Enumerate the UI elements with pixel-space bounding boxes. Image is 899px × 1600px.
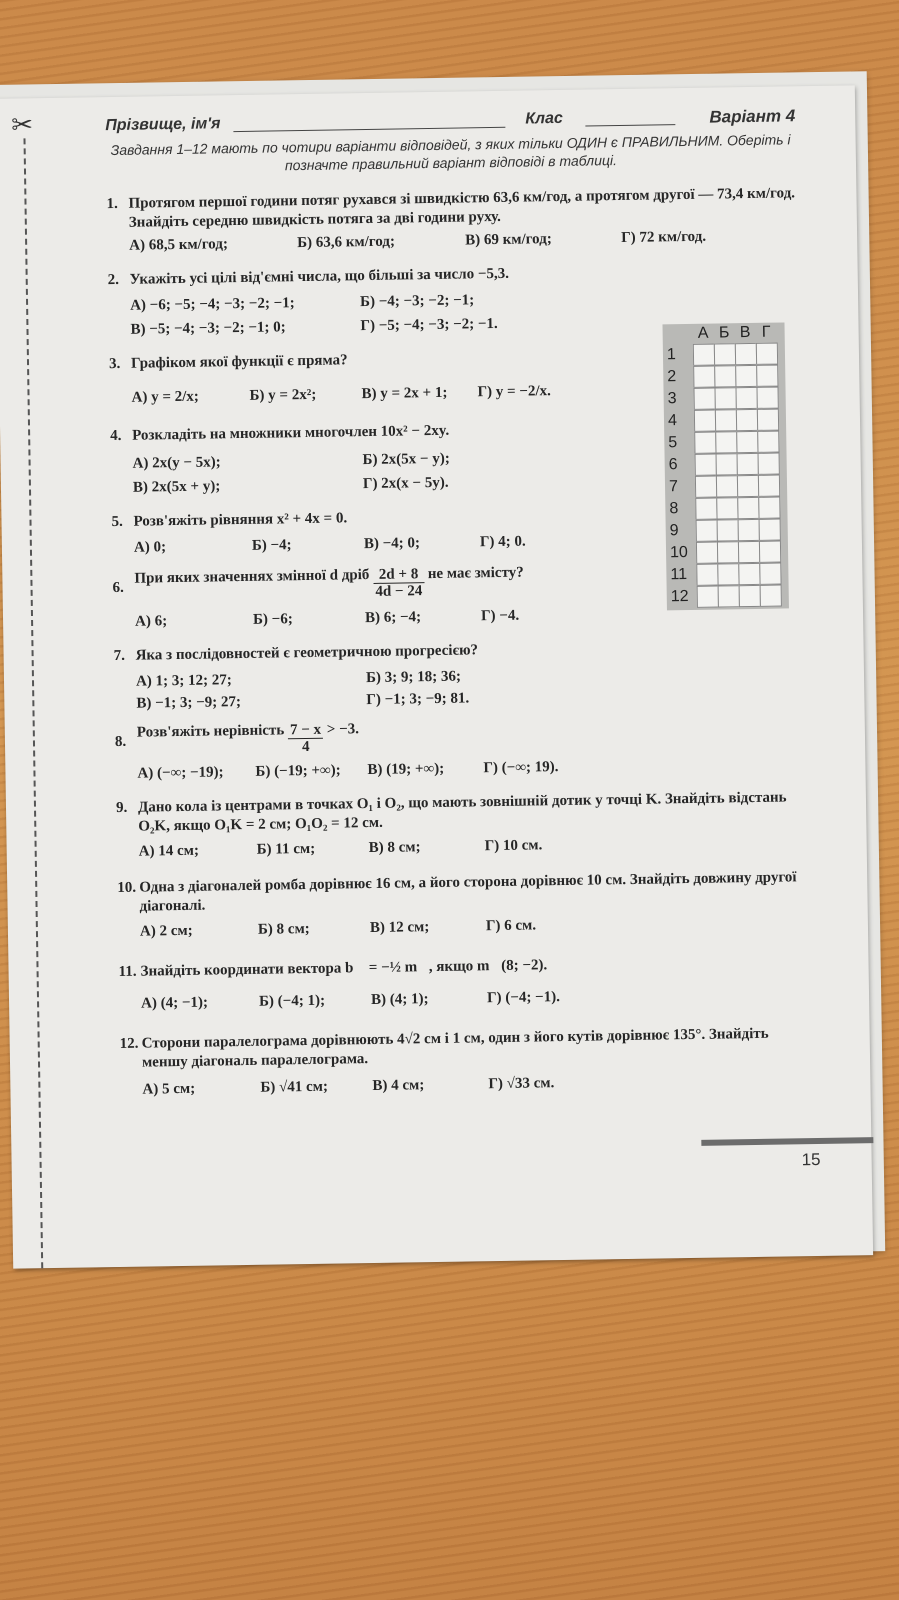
class-label: Клас <box>525 109 563 128</box>
answer-cell[interactable] <box>714 365 736 387</box>
question-2 <box>107 260 798 338</box>
row-number: 4 <box>667 412 678 430</box>
column-label: А <box>697 324 709 342</box>
question-text <box>137 714 805 757</box>
answer-cell[interactable] <box>693 344 715 366</box>
fraction <box>288 722 324 756</box>
option-a[interactable]: А) 1; 3; 12; 27; <box>135 672 232 690</box>
answer-grid-row <box>664 408 786 432</box>
option-g[interactable]: Г) √33 см. <box>488 1075 555 1093</box>
answer-cell[interactable] <box>714 343 736 365</box>
instructions: Завдання 1–12 мають по чотири варіанти відповідей, з яких тільки ОДИН є ПРАВИЛЬНИМ. Оберіть і позначте правильний варіант відповіді в таблиці. <box>110 131 791 174</box>
answer-cell[interactable] <box>696 520 718 542</box>
option-v[interactable]: В) (4; 1); <box>370 991 429 1009</box>
answer-grid-row <box>663 386 785 410</box>
answer-cell[interactable] <box>756 365 778 387</box>
answer-cell[interactable] <box>737 497 759 519</box>
option-v[interactable]: В) (19; +∞); <box>367 760 445 779</box>
variant-label: Варіант 4 <box>709 106 796 127</box>
question-number: 3. <box>108 355 121 373</box>
answer-cell[interactable] <box>695 454 717 476</box>
question-text: Знайдіть координати вектора b⃗ = −½ m⃗, якщо m⃗(8; −2). <box>140 957 548 980</box>
answer-grid-row <box>667 584 789 608</box>
question-text: Сторони паралелограма дорівнюють 4√2 см і 1 см, один з його кутів дорівнює 135°. Знайдіть меншу діагональ паралелограма. <box>141 1025 769 1071</box>
row-number: 6 <box>668 456 678 474</box>
option-v[interactable]: В) −4; 0; <box>363 535 421 553</box>
option-g[interactable]: Г) y = −2/x. <box>477 383 551 401</box>
page-number: 15 <box>801 1149 821 1170</box>
option-g[interactable]: Г) 4; 0. <box>479 533 526 551</box>
answer-cell[interactable] <box>737 475 759 497</box>
option-a[interactable]: А) y = 2/x; <box>131 388 199 406</box>
fraction-numerator: 2d + 8 <box>373 566 424 584</box>
answer-grid-row <box>665 452 787 476</box>
question-number: 10. <box>117 879 137 896</box>
question-text: Одна з діагоналей ромба дорівнює 16 см, а його сторона дорівнює 10 см. Знайдіть довжину другої діагоналі. <box>139 869 797 915</box>
option-a[interactable]: А) 68,5 км/год; <box>129 236 229 254</box>
option-b[interactable]: Б) (−4; 1); <box>258 992 326 1010</box>
question-7 <box>113 636 803 712</box>
question-text-post: не має змісту? <box>427 564 524 583</box>
answer-cell[interactable] <box>735 365 757 387</box>
answer-cell[interactable] <box>757 431 779 453</box>
answer-cell[interactable] <box>695 498 717 520</box>
answer-cell[interactable] <box>756 343 778 365</box>
answer-cell[interactable] <box>736 409 758 431</box>
option-a[interactable]: А) 2 см; <box>139 922 193 940</box>
answer-cell[interactable] <box>758 497 780 519</box>
answer-cell[interactable] <box>694 410 716 432</box>
answer-grid <box>662 322 788 610</box>
answer-grid-header <box>662 322 784 344</box>
question-text: Розкладіть на множники многочлен 10x² − 2xy. <box>132 422 450 444</box>
scissors-icon: ✂ <box>11 110 34 141</box>
column-label: Б <box>718 324 730 342</box>
option-a[interactable]: А) 14 см; <box>138 842 200 860</box>
name-field-line[interactable] <box>233 127 505 132</box>
question-number: 11. <box>118 963 137 980</box>
answer-cell[interactable] <box>693 366 715 388</box>
answer-cell[interactable] <box>714 387 736 409</box>
answer-cell[interactable] <box>736 431 758 453</box>
question-text: Укажіть усі цілі від'ємні числа, що більші за число −5,3. <box>129 265 510 288</box>
option-v[interactable]: В) 69 км/год; <box>465 231 552 249</box>
answer-cell[interactable] <box>695 476 717 498</box>
answer-cell[interactable] <box>757 409 779 431</box>
fraction-numerator: 7 − x <box>288 722 323 740</box>
answer-cell[interactable] <box>716 475 738 497</box>
answer-cell[interactable] <box>717 519 739 541</box>
option-b[interactable]: Б) √41 см; <box>260 1078 329 1096</box>
option-v[interactable]: В) y = 2x + 1; <box>361 384 448 403</box>
answer-cell[interactable] <box>696 564 718 586</box>
answer-grid-row <box>663 342 785 366</box>
answer-cell[interactable] <box>738 519 760 541</box>
option-g[interactable]: Г) 72 км/год. <box>621 228 707 247</box>
row-number: 7 <box>668 478 679 496</box>
answer-cell[interactable] <box>756 387 778 409</box>
question-number: 8. <box>114 733 127 751</box>
question-8 <box>114 714 805 782</box>
answer-cell[interactable] <box>758 475 780 497</box>
option-a[interactable]: А) 2x(y − 5x); <box>132 454 221 472</box>
question-number: 4. <box>110 427 122 445</box>
option-a[interactable]: А) 0; <box>133 539 167 556</box>
option-a[interactable]: А) 6; <box>134 613 168 630</box>
option-b[interactable]: Б) −4; −3; −2; −1; <box>359 292 475 311</box>
row-number: 9 <box>669 522 679 540</box>
row-number: 1 <box>666 346 677 364</box>
option-v[interactable]: В) 8 см; <box>368 839 421 857</box>
option-b[interactable]: Б) y = 2x²; <box>249 386 317 404</box>
question-text: Графіком якої функції є пряма? <box>130 352 348 372</box>
question-number: 6. <box>112 579 124 597</box>
option-g[interactable]: Г) 6 см. <box>485 917 537 935</box>
row-number: 12 <box>670 587 689 606</box>
answer-cell[interactable] <box>693 388 715 410</box>
option-g[interactable]: Г) 10 см. <box>484 837 543 855</box>
question-number: 2. <box>107 271 120 289</box>
question-text: Яка з послідовностей є геометричною прогресією? <box>135 642 479 664</box>
answer-grid-row <box>664 430 786 454</box>
answer-cell[interactable] <box>715 431 737 453</box>
option-b[interactable]: Б) (−19; +∞); <box>255 762 341 780</box>
option-g[interactable]: Г) (−4; −1). <box>486 989 561 1007</box>
question-number: 9. <box>115 799 128 817</box>
answer-cell[interactable] <box>759 563 781 585</box>
row-number: 10 <box>669 543 689 562</box>
answer-cell[interactable] <box>738 541 760 563</box>
class-field-line[interactable] <box>585 124 675 126</box>
option-v[interactable]: В) 6; −4; <box>364 609 422 627</box>
option-g[interactable]: Г) −4. <box>480 607 520 625</box>
option-a[interactable]: А) −6; −5; −4; −3; −2; −1; <box>130 295 295 314</box>
answer-grid-row <box>665 474 787 498</box>
question-10 <box>117 868 807 940</box>
question-1 <box>106 184 796 254</box>
option-v[interactable]: В) −5; −4; −3; −2; −1; 0; <box>130 319 286 338</box>
answer-cell[interactable] <box>717 541 739 563</box>
answer-cell[interactable] <box>718 585 740 607</box>
answer-cell[interactable] <box>716 453 738 475</box>
answer-grid-row <box>666 518 788 542</box>
cut-line <box>23 138 43 1268</box>
answer-cell[interactable] <box>759 519 781 541</box>
answer-cell[interactable] <box>717 563 739 585</box>
option-b[interactable]: Б) −4; <box>251 537 292 554</box>
answer-grid-row <box>665 496 787 520</box>
option-b[interactable]: Б) 2x(5x − y); <box>362 450 450 469</box>
name-label: Прізвище, ім'я <box>105 115 221 135</box>
question-number: 5. <box>111 513 123 531</box>
answer-cell[interactable] <box>697 586 719 608</box>
answer-cell[interactable] <box>737 453 759 475</box>
option-g[interactable]: Г) −1; 3; −9; 81. <box>366 690 470 709</box>
question-number: 7. <box>113 647 126 665</box>
answer-cell[interactable] <box>715 409 737 431</box>
row-number: 5 <box>668 434 678 452</box>
option-b[interactable]: Б) 8 см; <box>257 920 310 938</box>
question-11 <box>118 952 808 1012</box>
page-footer-bar <box>701 1137 873 1146</box>
answer-cell[interactable] <box>758 453 780 475</box>
option-g[interactable]: Г) −5; −4; −3; −2; −1. <box>360 315 498 335</box>
question-12 <box>119 1024 810 1098</box>
answer-grid-row <box>663 364 785 388</box>
row-number: 2 <box>667 368 677 386</box>
option-g[interactable]: Г) 2x(x − 5y). <box>362 474 449 493</box>
row-number: 11 <box>670 566 688 584</box>
option-a[interactable]: А) (4; −1); <box>140 994 209 1012</box>
questions-list <box>106 184 797 1098</box>
question-text: Розв'яжіть рівняння x² + 4x = 0. <box>133 510 348 530</box>
answer-cell[interactable] <box>735 343 757 365</box>
question-text: Дано кола із центрами в точках O₁ і O₂, що мають зовнішній дотик у точці K. Знайдіть відстань O₂K, якщо O₁K = 2 см; O₁O₂ = 12 см. <box>137 789 787 835</box>
answer-grid-row <box>666 562 788 586</box>
question-9 <box>115 788 806 860</box>
option-a[interactable]: А) (−∞; −19); <box>137 764 224 782</box>
answer-cell[interactable] <box>759 541 781 563</box>
row-number: 8 <box>669 500 679 518</box>
answer-cell[interactable] <box>760 585 782 607</box>
question-text-pre: Розв'яжіть нерівність <box>136 722 285 741</box>
answer-grid-row <box>666 540 788 564</box>
page-header <box>105 106 796 135</box>
option-v[interactable]: В) 4 см; <box>372 1077 425 1095</box>
row-number: 3 <box>667 390 677 408</box>
question-number: 12. <box>119 1035 139 1052</box>
worksheet-page <box>0 85 873 1268</box>
option-b[interactable]: Б) 11 см; <box>256 840 316 858</box>
answer-cell[interactable] <box>735 387 757 409</box>
option-b[interactable]: Б) −6; <box>252 611 293 628</box>
answer-grid-rows <box>663 342 789 608</box>
question-text-pre: При яких значеннях змінної d дріб <box>134 566 370 587</box>
answer-cell[interactable] <box>696 542 718 564</box>
option-b[interactable]: Б) 3; 9; 18; 36; <box>365 668 462 687</box>
option-b[interactable]: Б) 63,6 км/год; <box>297 233 396 252</box>
answer-cell[interactable] <box>738 563 760 585</box>
question-text: Протягом першої години потяг рухався зі швидкістю 63,6 км/год, а протягом другої — 73,4 км/год. Знайдіть середню швидкість потяга за дві години руху. <box>128 185 796 231</box>
column-label: В <box>739 323 751 342</box>
column-label: Г <box>761 323 771 341</box>
answer-cell[interactable] <box>739 585 761 607</box>
question-text-post: > −3. <box>326 721 360 738</box>
fraction-denominator: 4d − 24 <box>375 583 423 600</box>
fraction-denominator: 4 <box>301 738 310 756</box>
answer-cell[interactable] <box>694 432 716 454</box>
question-number: 1. <box>106 195 118 213</box>
option-g[interactable]: Г) (−∞; 19). <box>483 759 559 777</box>
answer-cell[interactable] <box>716 497 738 519</box>
option-v[interactable]: В) 2x(5x + y); <box>132 478 221 496</box>
fraction <box>373 566 424 600</box>
option-v[interactable]: В) −1; 3; −9; 27; <box>136 694 242 712</box>
option-a[interactable]: А) 5 см; <box>142 1080 196 1098</box>
option-v[interactable]: В) 12 см; <box>369 919 430 937</box>
